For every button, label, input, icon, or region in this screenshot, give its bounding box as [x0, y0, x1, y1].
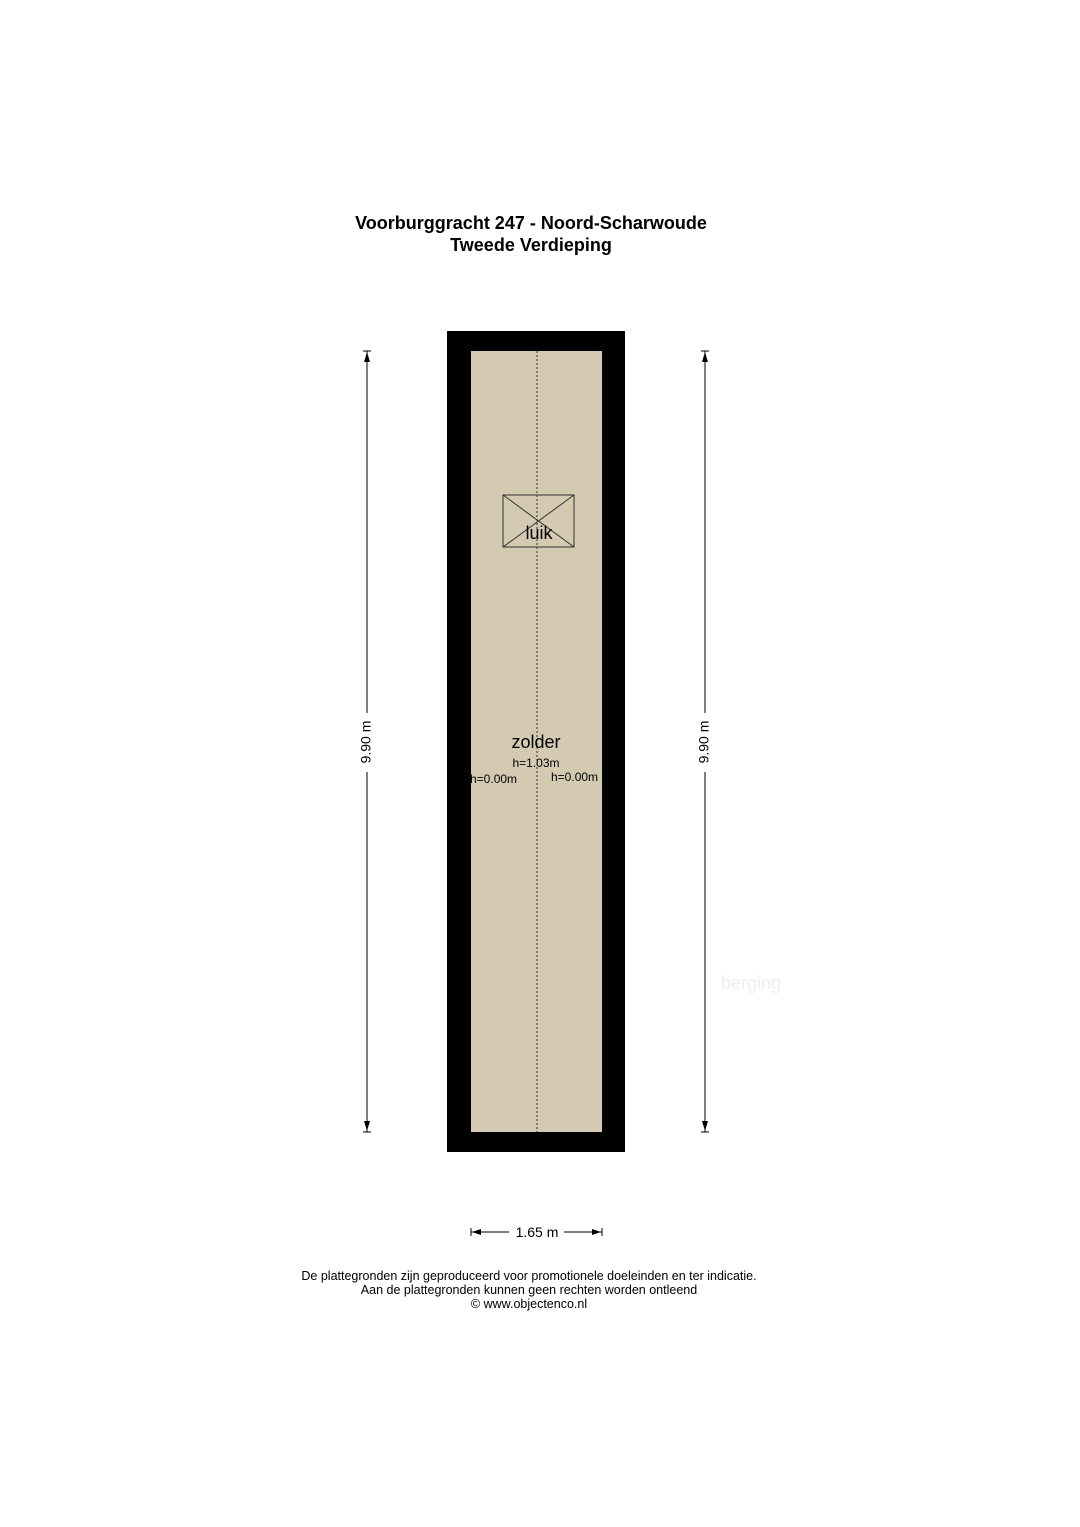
room-height: h=1.03m	[512, 756, 560, 770]
room-name: zolder	[511, 732, 561, 752]
dimension-width-label: 1.65 m	[515, 1224, 559, 1240]
faint-label: berging	[720, 973, 782, 993]
dimension-right-label: 9.90 m	[695, 720, 712, 764]
eave-height-left: h=0.00m	[470, 772, 518, 786]
disclaimer-line-1: De plattegronden zijn geproduceerd voor promotionele doeleinden en ter indicatie.	[301, 1269, 757, 1283]
eave-height-right: h=0.00m	[551, 770, 599, 784]
dimension-left-label: 9.90 m	[357, 720, 374, 764]
floor-title: Tweede Verdieping	[450, 235, 612, 255]
disclaimer-line-2: Aan de plattegronden kunnen geen rechten worden ontleend	[360, 1283, 698, 1297]
page-title: Voorburggracht 247 - Noord-Scharwoude	[355, 213, 707, 233]
hatch-label: luik	[525, 523, 553, 543]
copyright-line: © www.objectenco.nl	[470, 1297, 588, 1311]
